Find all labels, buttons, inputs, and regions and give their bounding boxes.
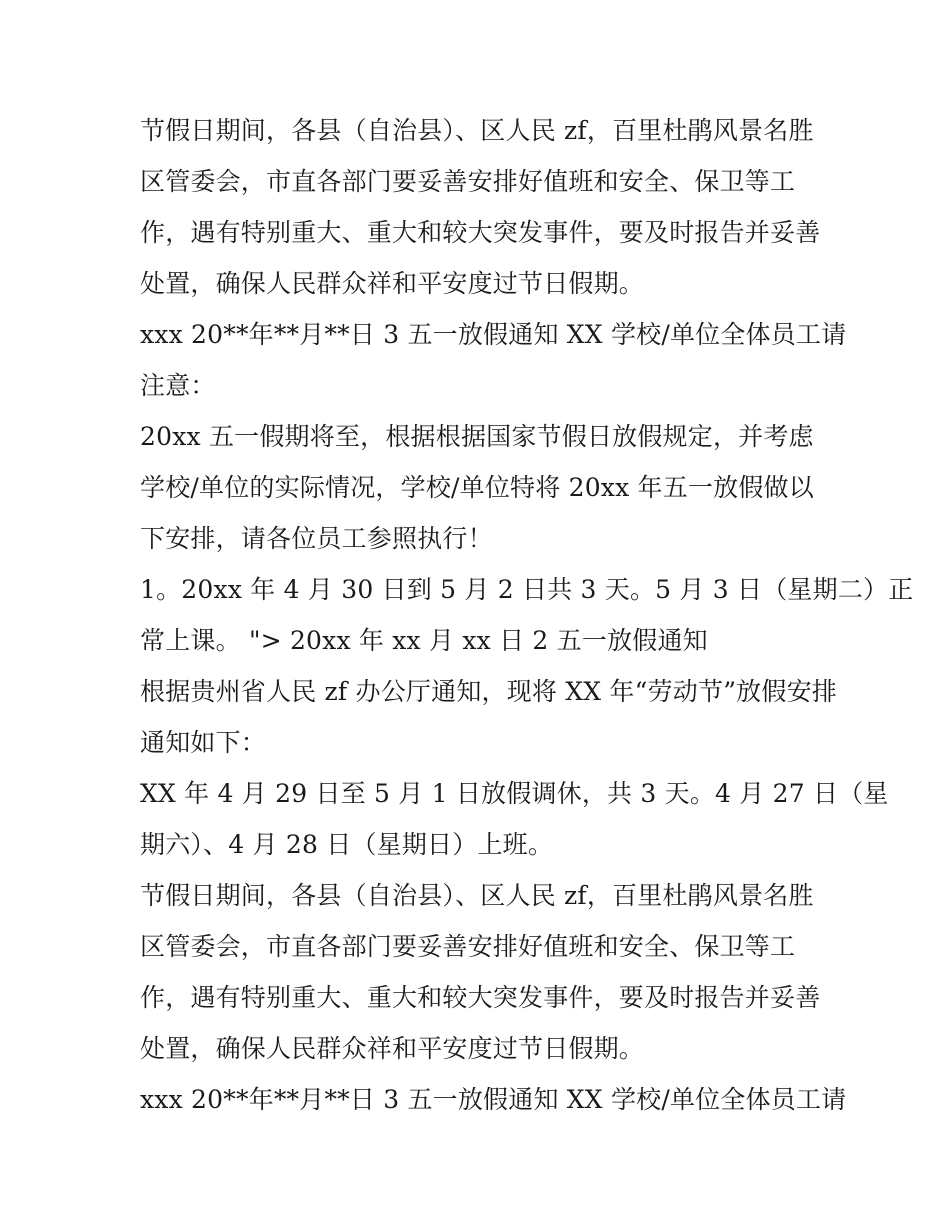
text-line: 处置，确保人民群众祥和平安度过节日假期。 — [140, 269, 645, 298]
document-body — [140, 105, 914, 1125]
text-line: 作，遇有特别重大、重大和较大突发事件，要及时报告并妥善 — [140, 218, 821, 247]
text-line: 常上课。 "> 20xx 年 xx 月 xx 日 2 五一放假通知 — [140, 626, 708, 655]
text-line: 期六）、4 月 28 日（星期日）上班。 — [140, 830, 554, 859]
text-line: 学校/单位的实际情况，学校/单位特将 20xx 年五一放假做以 — [140, 473, 814, 502]
text-line: 区管委会，市直各部门要妥善安排好值班和安全、保卫等工 — [140, 167, 796, 196]
text-line: 节假日期间，各县（自治县）、区人民 zf，百里杜鹃风景名胜 — [140, 116, 814, 145]
text-line: 20xx 五一假期将至，根据根据国家节假日放假规定，并考虑 — [140, 422, 814, 451]
text-line: xxx 20**年**月**日 3 五一放假通知 XX 学校/单位全体员工请 — [140, 320, 847, 349]
text-line: 注意： — [140, 371, 216, 400]
text-line: 下安排，请各位员工参照执行！ — [140, 524, 493, 553]
text-line: 处置，确保人民群众祥和平安度过节日假期。 — [140, 1034, 645, 1063]
text-line: 通知如下： — [140, 728, 267, 757]
text-line: 区管委会，市直各部门要妥善安排好值班和安全、保卫等工 — [140, 932, 796, 961]
text-line: 根据贵州省人民 zf 办公厅通知，现将 XX 年“劳动节”放假安排 — [140, 677, 837, 706]
text-line: 节假日期间，各县（自治县）、区人民 zf，百里杜鹃风景名胜 — [140, 881, 814, 910]
text-line: 1。20xx 年 4 月 30 日到 5 月 2 日共 3 天。5 月 3 日（星期二）正 — [140, 575, 914, 604]
text-line: xxx 20**年**月**日 3 五一放假通知 XX 学校/单位全体员工请 — [140, 1085, 847, 1114]
text-line: 作，遇有特别重大、重大和较大突发事件，要及时报告并妥善 — [140, 983, 821, 1012]
text-line: XX 年 4 月 29 日至 5 月 1 日放假调休，共 3 天。4 月 27 日（星 — [140, 779, 889, 808]
